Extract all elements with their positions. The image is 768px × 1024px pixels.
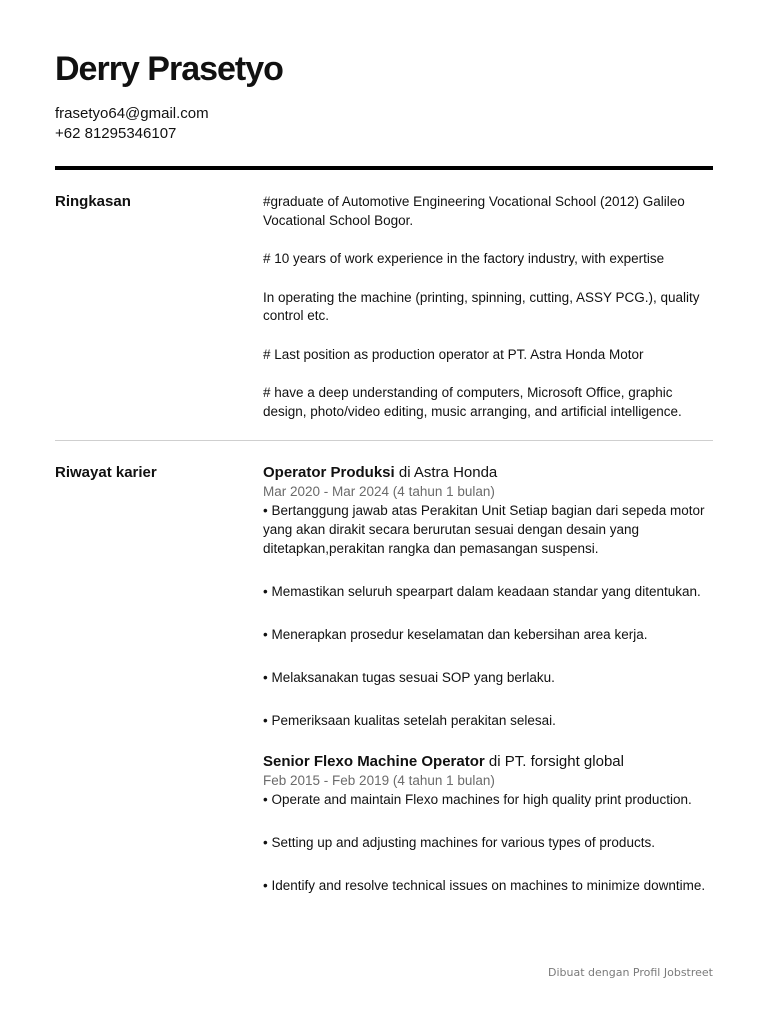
job-dates: Mar 2020 - Mar 2024 (4 tahun 1 bulan) bbox=[263, 484, 495, 499]
job-title-line bbox=[263, 752, 715, 772]
job-bullet: • Memastikan seluruh spearpart dalam keadaan standar yang ditentukan. bbox=[263, 584, 701, 599]
candidate-name: Derry Prasetyo bbox=[55, 50, 283, 88]
summary-paragraph: #graduate of Automotive Engineering Vocational School (2012) Galileo Vocational School Bogor. bbox=[263, 194, 685, 228]
job-bullet: • Melaksanakan tugas sesuai SOP yang berlaku. bbox=[263, 670, 555, 685]
summary-paragraph: # Last position as production operator at PT. Astra Honda Motor bbox=[263, 346, 644, 362]
job-title-line bbox=[263, 463, 715, 483]
summary-paragraph: In operating the machine (printing, spinning, cutting, ASSY PCG.), quality control etc. bbox=[263, 289, 700, 323]
job-entry bbox=[263, 752, 715, 895]
section-divider bbox=[55, 440, 713, 441]
job-dates: Feb 2015 - Feb 2019 (4 tahun 1 bulan) bbox=[263, 773, 495, 788]
job-role: Senior Flexo Machine Operator bbox=[263, 753, 485, 770]
career-heading: Riwayat karier bbox=[55, 464, 157, 481]
job-bullet: • Pemeriksaan kualitas setelah perakitan selesai. bbox=[263, 713, 556, 728]
summary-paragraph: # have a deep understanding of computers, Microsoft Office, graphic design, photo/video editing, music arranging, and artificial intelligence. bbox=[263, 385, 682, 419]
job-bullet: • Setting up and adjusting machines for various types of products. bbox=[263, 835, 655, 850]
job-company: di PT. forsight global bbox=[488, 753, 624, 770]
summary-content bbox=[263, 193, 715, 441]
footer-credit: Dibuat dengan Profil Jobstreet bbox=[547, 966, 713, 979]
job-bullet: • Menerapkan prosedur keselamatan dan kebersihan area kerja. bbox=[263, 627, 648, 642]
summary-heading: Ringkasan bbox=[55, 193, 131, 210]
job-bullet: • Operate and maintain Flexo machines for high quality print production. bbox=[263, 792, 692, 807]
job-entry bbox=[263, 463, 715, 730]
summary-paragraph: # 10 years of work experience in the factory industry, with expertise bbox=[263, 251, 665, 266]
phone-number: +62 81295346107 bbox=[55, 125, 177, 142]
career-content bbox=[263, 463, 715, 895]
contact-block bbox=[55, 104, 209, 144]
job-company: di Astra Honda bbox=[398, 464, 498, 481]
email-address: frasetyo64@gmail.com bbox=[55, 105, 209, 122]
job-role: Operator Produksi bbox=[263, 464, 395, 481]
job-bullet: • Bertanggung jawab atas Perakitan Unit Setiap bagian dari sepeda motor yang akan dirakit secara berurutan sesuai dengan desain yang ditetapkan,perakitan rangka dan pemasangan suspensi. bbox=[263, 503, 705, 556]
header-divider bbox=[55, 166, 713, 170]
job-bullet: • Identify and resolve technical issues on machines to minimize downtime. bbox=[263, 878, 706, 893]
